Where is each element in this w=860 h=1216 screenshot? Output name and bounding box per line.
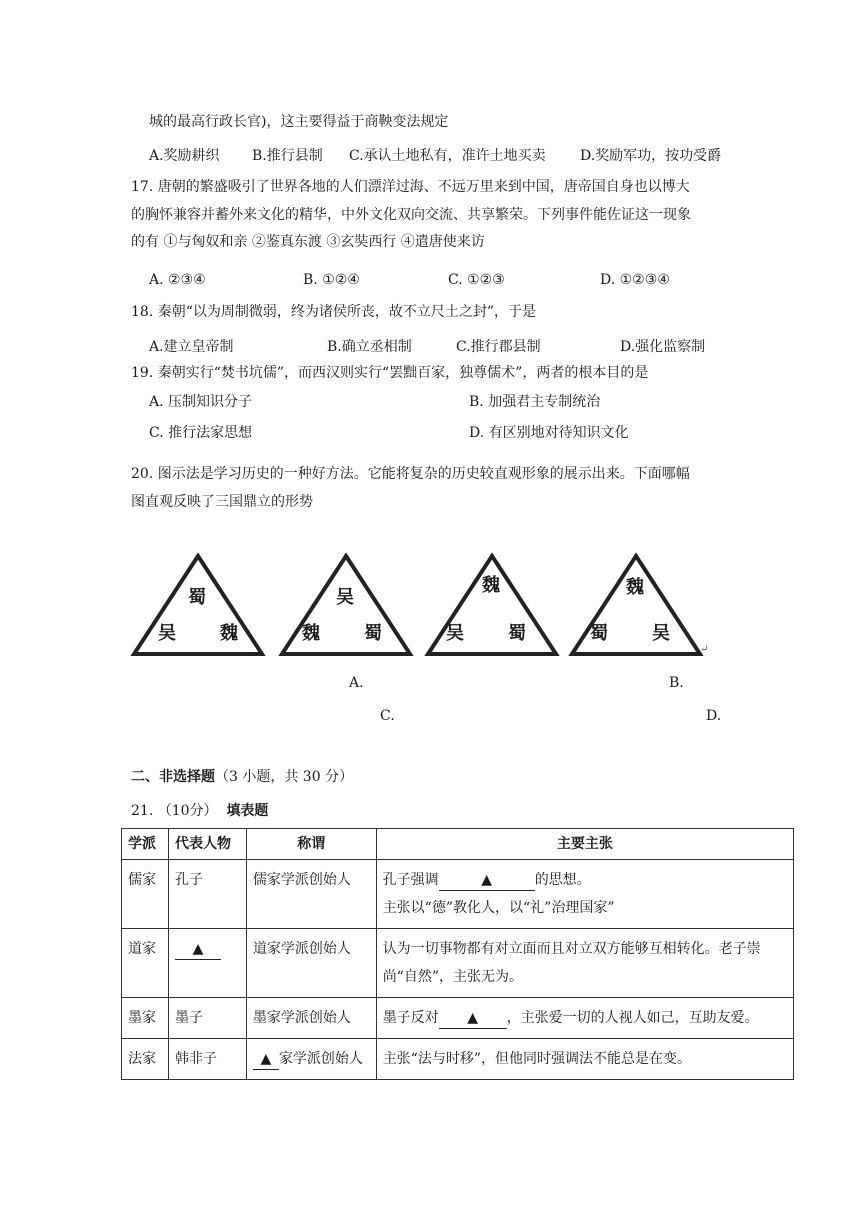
claim-prefix: 墨子反对 [382,1010,439,1026]
cell-school: 法家 [122,1039,169,1080]
header-school: 学派 [122,829,169,860]
q21-title: 填表题 [226,803,269,819]
cell-claim [376,998,793,1039]
triangle-shape [422,548,562,660]
table-row [122,860,794,929]
cell-title: 墨家学派创始人 [246,998,376,1039]
header-claim: 主要主张 [376,829,793,860]
q20-stem-line2: 图直观反映了三国鼎立的形势 [131,494,313,510]
section2-title: 二、非选择题 [131,769,215,785]
q18-option-c[interactable]: C.推行郡县制 [456,339,541,355]
q17-stem-line2: 的胸怀兼容并蓄外来文化的精华，中外文化双向交流、共享繁荣。下列事件能佐证这一现象 [131,207,691,223]
triangle-diagram-b[interactable] [276,548,416,660]
triangle-right-label: 吴 [652,623,670,644]
triangle-top-label: 魏 [482,575,500,596]
q17-stem-line3: 的有 ①与匈奴和亲 ②鉴真东渡 ③玄奘西行 ④遣唐使来访 [131,234,485,250]
claim-prefix: 孔子强调 [382,872,439,888]
header-person: 代表人物 [168,829,246,860]
claim-line2: 主张以“德”教化人，以“礼”治理国家” [382,900,615,916]
triangle-left-label: 吴 [446,623,464,644]
q20-label-b[interactable]: B. [669,675,684,691]
cell-person: 孔子 [168,860,246,929]
q16-option-c[interactable]: C.承认土地私有，准许土地买卖 [349,148,546,164]
triangle-right-label: 蜀 [508,623,526,644]
schools-table [121,828,794,1080]
triangle-shape [566,548,709,660]
cell-claim: 认为一切事物都有对立面而且对立双方能够互相转化。老子崇尚“自然”，主张无为。 [376,929,793,998]
table-header-row [122,829,794,860]
q20-stem-line1: 20. 图示法是学习历史的一种好方法。它能将复杂的历史较直观形象的展示出来。下面哪幅 [131,466,690,482]
header-title: 称谓 [246,829,376,860]
table-row [122,929,794,998]
cell-person: 墨子 [168,998,246,1039]
answer-blank[interactable]: ▲ [439,870,535,891]
q20-label-a[interactable]: A. [349,675,364,691]
q18-stem: 18. 秦朝“以为周制微弱，终为诸侯所丧，故不立尺土之封”，于是 [131,304,537,320]
q18-option-d[interactable]: D.强化监察制 [620,339,706,355]
claim-suffix: 的思想。 [534,872,591,888]
table-row [122,1039,794,1080]
q16-option-d[interactable]: D.奖励军功，按功受爵 [580,148,722,164]
table-row [122,998,794,1039]
q20-label-c[interactable]: C. [380,708,395,724]
q17-stem-line1: 17. 唐朝的繁盛吸引了世界各地的人们漂洋过海、不远万里来到中国，唐帝国自身也以博大 [131,179,690,195]
q19-option-c[interactable]: C. 推行法家思想 [149,425,253,441]
cell-title [246,1039,376,1080]
q17-option-c[interactable]: C. ①②③ [448,272,505,288]
q19-option-a[interactable]: A. 压制知识分子 [149,394,253,410]
cell-claim [376,860,793,929]
claim-suffix: ，主张爱一切的人视人如己，互助友爱。 [506,1010,759,1026]
title-suffix: 家学派创始人 [278,1051,363,1067]
answer-blank[interactable]: ▲ [175,939,221,960]
q16-option-b[interactable]: B.推行县制 [252,148,323,164]
q16-stem-tail: 城的最高行政长官)，这主要得益于商鞅变法规定 [149,114,449,130]
q21-number: 21. （10分） [131,803,218,819]
cell-title: 道家学派创始人 [246,929,376,998]
return-mark-icon: ↵ [700,644,709,655]
section2-heading [131,767,353,787]
answer-blank[interactable]: ▲ [439,1008,507,1029]
three-kingdoms-diagrams [128,548,728,662]
triangle-left-label: 吴 [158,623,176,644]
cell-school: 墨家 [122,998,169,1039]
triangle-diagram-c[interactable] [422,548,562,660]
cell-person [168,929,246,998]
cell-person: 韩非子 [168,1039,246,1080]
q21-heading [131,801,268,821]
q17-option-a[interactable]: A. ②③④ [149,272,206,288]
q17-option-d[interactable]: D. ①②③④ [600,272,670,288]
triangle-right-label: 魏 [220,623,238,644]
triangle-diagram-d[interactable] [566,548,709,660]
q16-option-a[interactable]: A.奖励耕织 [149,148,220,164]
triangle-top-label: 蜀 [188,587,206,608]
triangle-diagram-a[interactable] [128,548,268,660]
cell-claim: 主张“法与时移”，但他同时强调法不能总是在变。 [376,1039,793,1080]
q19-option-d[interactable]: D. 有区别地对待知识文化 [469,425,629,441]
triangle-left-label: 魏 [302,623,320,644]
q18-option-b[interactable]: B.确立丞相制 [327,339,412,355]
triangle-top-label: 吴 [336,587,354,608]
triangle-top-label: 魏 [626,577,644,598]
triangle-left-label: 蜀 [590,623,608,644]
q19-option-b[interactable]: B. 加强君主专制统治 [469,394,601,410]
cell-school: 道家 [122,929,169,998]
q18-option-a[interactable]: A.建立皇帝制 [149,339,234,355]
answer-blank[interactable]: ▲ [253,1049,279,1070]
triangle-right-label: 蜀 [364,623,382,644]
q17-option-b[interactable]: B. ①②④ [303,272,360,288]
cell-title: 儒家学派创始人 [246,860,376,929]
q20-label-d[interactable]: D. [706,708,722,724]
cell-school: 儒家 [122,860,169,929]
section2-note: （3 小题，共 30 分） [215,769,354,785]
q19-stem: 19. 秦朝实行“焚书坑儒”，而西汉则实行“罢黜百家，独尊儒术”，两者的根本目的是 [131,365,649,381]
